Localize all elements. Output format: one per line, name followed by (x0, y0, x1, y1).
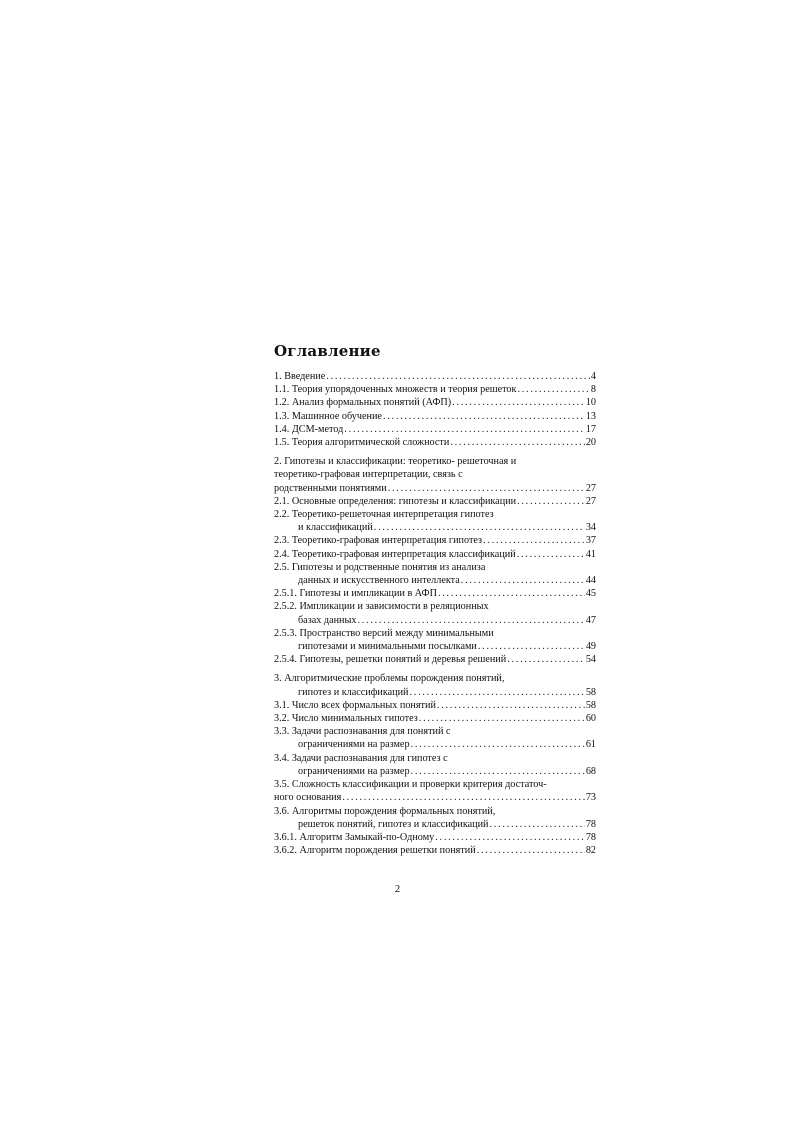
toc-entry-row (274, 548, 596, 561)
toc-entry[interactable] (274, 600, 596, 626)
toc-entry-row (274, 712, 596, 725)
toc-entry[interactable] (274, 423, 596, 436)
toc-entry-title: 3.6.2. Алгоритм порождения решетки понятий (274, 845, 476, 857)
toc-leader-dots (342, 791, 584, 804)
toc-entry-page: 54 (585, 654, 596, 666)
toc-entry-row (274, 410, 596, 423)
toc-entry-title: родственными понятиями (274, 482, 387, 494)
toc-entry-line: 2.5.3. Пространство версий между минимальными (274, 627, 494, 639)
toc-entry[interactable] (274, 844, 596, 857)
toc-leader-dots (419, 712, 585, 725)
toc-entry-page: 27 (585, 495, 596, 507)
toc-entry-page: 8 (590, 384, 596, 396)
toc-entry-page: 82 (585, 845, 596, 857)
toc-entry-page: 58 (585, 699, 596, 711)
toc-entry-title: 2.5.4. Гипотезы, решетки понятий и деревья решений (274, 654, 507, 666)
toc-entry-line: 2.5.2. Импликации и зависимости в реляционных (274, 601, 489, 613)
toc-entry-page: 10 (585, 397, 596, 409)
toc-groups (274, 370, 596, 857)
toc-leader-dots (461, 574, 585, 587)
toc-entry-row (274, 818, 596, 831)
toc-entry-title: 2.4. Теоретико-графовая интерпретация классификаций (274, 548, 516, 560)
toc-entry-page: 73 (585, 792, 596, 804)
toc-entry-page: 44 (585, 575, 596, 587)
toc-leader-dots (344, 423, 585, 436)
toc-entry[interactable] (274, 436, 596, 449)
toc-entry-title: 1.1. Теория упорядоченных множеств и теория решеток (274, 384, 517, 396)
toc-leader-dots (517, 548, 585, 561)
toc-entry-title: гипотезами и минимальными посылками (298, 641, 477, 653)
toc-entry-page: 60 (585, 713, 596, 725)
toc-entry-line: 3.5. Сложность классификации и проверки критерия достаточ- (274, 779, 547, 791)
toc-entry-row (274, 686, 596, 699)
toc-entry-page: 45 (585, 588, 596, 600)
toc-leader-dots (411, 765, 585, 778)
toc-entry-page: 68 (585, 765, 596, 777)
toc-leader-dots (478, 640, 585, 653)
toc-entry[interactable] (274, 410, 596, 423)
toc-entry-row (274, 844, 596, 857)
toc-entry-row (274, 640, 596, 653)
toc-entry-title: данных и искусственного интеллекта (298, 575, 460, 587)
toc-entry[interactable] (274, 383, 596, 396)
toc-entry-row (274, 699, 596, 712)
toc-entry-title: 2.3. Теоретико-графовая интерпретация гипотез (274, 535, 483, 547)
toc-entry-title: 2.5.1. Гипотезы и импликации в АФП (274, 588, 437, 600)
toc-entry-page: 61 (585, 739, 596, 751)
toc-entry-page: 78 (585, 831, 596, 843)
toc-leader-dots (435, 831, 585, 844)
toc-entry-line: 2.2. Теоретико-решеточная интерпретация гипотез (274, 509, 494, 521)
toc-entry[interactable] (274, 495, 596, 508)
toc-entry-page: 58 (585, 686, 596, 698)
toc-entry[interactable] (274, 455, 596, 495)
toc-entry[interactable] (274, 370, 596, 383)
toc-entry-line: 3.3. Задачи распознавания для понятий с (274, 726, 451, 738)
toc-entry-page: 17 (585, 423, 596, 435)
toc-leader-dots (517, 383, 589, 396)
toc-entry[interactable] (274, 627, 596, 653)
toc-entry-line: 2. Гипотезы и классификации: теоретико- решеточная и (274, 456, 517, 468)
toc-entry-title: базах данных (298, 614, 357, 626)
toc-title: Оглавление (274, 342, 381, 360)
toc-entry-page: 49 (585, 641, 596, 653)
toc-group (274, 370, 596, 449)
toc-entry-line: 3. Алгоритмические проблемы порождения понятий, (274, 673, 505, 685)
toc-entry[interactable] (274, 831, 596, 844)
toc-entry[interactable] (274, 672, 596, 698)
toc-leader-dots (374, 521, 585, 534)
toc-entry-row (274, 521, 596, 534)
toc-entry-line: 3.4. Задачи распознавания для гипотез с (274, 752, 448, 764)
toc-entry-row (274, 574, 596, 587)
toc-entry[interactable] (274, 587, 596, 600)
toc-group (274, 455, 596, 666)
toc-leader-dots (326, 370, 590, 383)
toc-entry-title: и классификаций (298, 522, 373, 534)
toc-leader-dots (450, 436, 584, 449)
toc-entry-row (274, 495, 596, 508)
toc-entry-title: 2.1. Основные определения: гипотезы и классификации (274, 495, 517, 507)
toc-entry-page: 37 (585, 535, 596, 547)
toc-entry-row (274, 482, 596, 495)
toc-entry-line: теоретико-графовая интерпретации, связь с (274, 469, 463, 481)
toc-entry-row (274, 614, 596, 627)
toc-entry[interactable] (274, 752, 596, 778)
toc-entry[interactable] (274, 548, 596, 561)
toc-entry-page: 20 (585, 437, 596, 449)
toc-entry-row (274, 383, 596, 396)
toc-entry-title: решеток понятий, гипотез и классификаций (298, 818, 489, 830)
toc-leader-dots (477, 844, 585, 857)
toc-entry-row (274, 653, 596, 666)
toc-entry[interactable] (274, 534, 596, 547)
toc-entry[interactable] (274, 699, 596, 712)
toc-entry-page: 78 (585, 818, 596, 830)
toc-entry[interactable] (274, 561, 596, 587)
toc-entry-title: 1.3. Машинное обучение (274, 410, 382, 422)
toc-entry-row (274, 587, 596, 600)
toc-leader-dots (490, 818, 585, 831)
toc-entry-row (274, 765, 596, 778)
toc-entry[interactable] (274, 396, 596, 409)
page-number: 2 (394, 884, 401, 895)
toc-entry-title: 3.1. Число всех формальных понятий (274, 699, 436, 711)
toc-entry-row (274, 436, 596, 449)
toc-entry[interactable] (274, 712, 596, 725)
toc-entry-row (274, 423, 596, 436)
toc-leader-dots (452, 396, 585, 409)
toc-leader-dots (437, 699, 585, 712)
toc-entry-row (274, 831, 596, 844)
toc-entry-page: 47 (585, 614, 596, 626)
toc-entry-title: ограничениями на размер (298, 765, 410, 777)
toc-entry-row (274, 791, 596, 804)
toc-group (274, 672, 596, 857)
toc-entry-row (274, 738, 596, 751)
toc-entry-title: ограничениями на размер (298, 739, 410, 751)
toc-entry-line: 3.6. Алгоритмы порождения формальных понятий, (274, 805, 496, 817)
toc-leader-dots (483, 534, 585, 547)
table-of-contents (274, 342, 596, 863)
toc-leader-dots (357, 614, 584, 627)
toc-leader-dots (517, 495, 585, 508)
toc-leader-dots (410, 686, 585, 699)
toc-entry-page: 41 (585, 548, 596, 560)
toc-entry-title: 1. Введение (274, 371, 326, 382)
toc-entry[interactable] (274, 508, 596, 534)
toc-entry-title: 1.2. Анализ формальных понятий (АФП) (274, 397, 452, 409)
toc-entry-page: 13 (585, 410, 596, 422)
toc-entry[interactable] (274, 778, 596, 804)
toc-entry-title: 3.6.1. Алгоритм Замыкай-по-Одному (274, 831, 435, 843)
toc-entry-page: 27 (585, 482, 596, 494)
toc-leader-dots (411, 738, 585, 751)
toc-entry-title: гипотез и классификаций (298, 686, 409, 698)
toc-entry-line: 2.5. Гипотезы и родственные понятия из анализа (274, 561, 486, 573)
toc-entry-title: 3.2. Число минимальных гипотез (274, 713, 418, 725)
toc-entry-title: ного основания (274, 792, 342, 804)
toc-entry-row (274, 534, 596, 547)
toc-entry-title: 1.4. ДСМ-метод (274, 423, 344, 435)
toc-leader-dots (383, 410, 585, 423)
toc-entry-page: 34 (585, 522, 596, 534)
toc-entry-page: 4 (590, 371, 596, 382)
toc-entry-row (274, 396, 596, 409)
toc-entry[interactable] (274, 805, 596, 831)
toc-entry-title: 1.5. Теория алгоритмической сложности (274, 437, 450, 449)
toc-leader-dots (388, 482, 585, 495)
toc-leader-dots (438, 587, 585, 600)
toc-entry-row (274, 370, 596, 383)
toc-leader-dots (507, 653, 585, 666)
toc-entry[interactable] (274, 653, 596, 666)
toc-entry[interactable] (274, 725, 596, 751)
